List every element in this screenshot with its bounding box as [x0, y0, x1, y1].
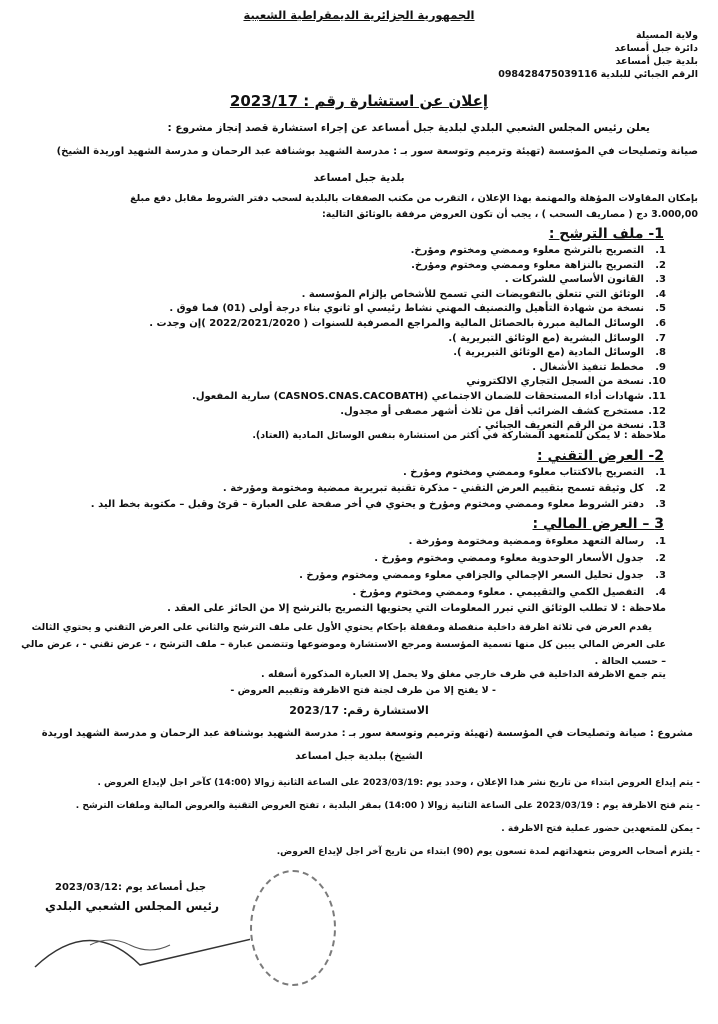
section-heading-technical: 2- العرض التقني :: [536, 448, 664, 464]
list-item: [149, 317, 666, 331]
list-item: [302, 288, 666, 302]
envelopes-line: على العرض المالي يبين كل منها تسمية المؤسسة ومرجع الاستشارة وموضوعها وتتضمن عبارة – ملف الترشح ، - عرض تقني - ، عرض مالي: [21, 639, 666, 650]
paragraph-line: بإمكان المقاولات المؤهلة والمهتمة بهذا الإعلان ، التقرب من مكتب الصفقات بالبلدية لسحب دفتر الشروط مقابل دفع مبلغ: [130, 193, 698, 204]
list-item: [448, 332, 666, 346]
list-item: [352, 586, 666, 600]
project-line: مشروع : صيانة وتصليحات في المؤسسة (تهيئة وترميم وتوسعة سور بـ : مدرسة الشهيد بوشنافة عبد الرحمان و مدرسة الشهيد اوريدة: [41, 728, 693, 739]
item-number: 10.: [648, 376, 666, 388]
list-item: [411, 259, 666, 273]
item-text: نسخة من شهادة التأهيل والتصنيف المهني نشاط رئيسي او ثانوي بناء درجة أولى (01) فما فوق .: [169, 303, 644, 315]
item-number: 8.: [655, 347, 666, 359]
wilaya: ولاية المسيلة: [636, 30, 698, 41]
section3-note: ملاحظة : لا تطلب الوثائق التي تبرر المعلومات التي يحتويها التصريح بالترشح إلا من الحائز على العقد .: [167, 603, 666, 614]
project-line: الشيخ) ببلدية جبل امساعد: [295, 751, 423, 762]
item-text: التصريح بالنزاهة معلوء وممضي ومختوم ومؤرخ.: [411, 259, 644, 271]
item-number: 4.: [655, 288, 666, 300]
item-text: نسخة من السجل التجاري الالكتروني: [466, 376, 644, 388]
item-number: 2.: [655, 483, 666, 494]
section-heading-candidature: 1- ملف الترشح :: [548, 226, 664, 242]
baladia: بلدية جبل أمساعد: [615, 56, 698, 67]
item-text: جدول الأسعار الوحدوية معلوء وممضي ومختوم ومؤرخ .: [374, 553, 644, 564]
item-text: نسخة من الرقم التعريف الجبائي .: [477, 420, 644, 432]
item-text: الوثائق التي تتعلق بالتفويضات التي تسمح للأشخاص بإلزام المؤسسة .: [301, 288, 644, 300]
list-item: [453, 346, 666, 360]
item-number: 11.: [648, 391, 666, 402]
item-text: رسالة التعهد معلوءة وممضية ومختومة ومؤرخة .: [408, 536, 644, 547]
list-item: [403, 466, 666, 480]
list-item: [505, 273, 666, 287]
item-text: كل وثيقة تسمح بتقييم العرض التقني - مذكرة تقنية تبريرية ممضية ومختومة ومؤرخة .: [222, 483, 644, 494]
envelopes-line: يقدم العرض في ثلاثة اظرفة داخلية منفصلة ومقفلة بإحكام يحتوي الأول على ملف الترشح والثاني على العرض التقني و يحتوي الثالث: [31, 622, 652, 633]
item-text: الوسائل المادية (مع الوثائق التبريرية ).: [453, 347, 644, 359]
list-item: [223, 482, 666, 496]
item-number: 2.: [655, 259, 666, 271]
list-item: [192, 390, 666, 404]
list-item: [532, 361, 666, 375]
intro-text: يعلن رئيس المجلس الشعبي البلدي لبلدية جبل أمساعد عن إجراء استشارة قصد إنجاز مشروع :: [167, 122, 650, 134]
list-item: [409, 535, 666, 549]
item-text: التفصيل الكمي والتقييمي . معلوء وممضي ومختوم ومؤرخ .: [352, 587, 644, 598]
envelopes-line: - لا يفتح إلا من طرف لجنة فتح الاظرفة وتقييم العروض -: [230, 685, 496, 696]
item-number: 3.: [655, 499, 666, 510]
item-number: 9.: [655, 361, 666, 373]
project-title: صيانة وتصليحات في المؤسسة (تهيئة وترميم وتوسعة سور بـ : مدرسة الشهيد بوشنافة عبد الرحمان و مدرسة الشهيد اوريدة الشيخ): [56, 146, 698, 157]
list-item: [374, 552, 666, 566]
envelopes-line: – حسب الحالة .: [594, 656, 666, 667]
item-text: دفتر الشروط معلوء وممضي ومختوم ومؤرخ و يحتوي في أخر صفحة على العبارة – قرئ وقبل – مكتوبة بخط اليد .: [90, 499, 644, 510]
daira: دائرة جبل أمساعد: [614, 43, 698, 54]
item-text: مخطط تنفيذ الأشغال .: [532, 361, 644, 373]
item-text: مستخرج كشف الضرائب أقل من ثلاث أشهر مصفى أو مجدول.: [340, 405, 644, 417]
signatory-title: رئيس المجلس الشعبي البلدي: [45, 899, 219, 913]
signature-mark: [30, 915, 250, 975]
item-number: 13.: [648, 420, 666, 432]
bullet-validity: - يلتزم أصحاب العروض بتعهداتهم لمدة تسعون يوم (90) ابتداء من تاريخ آخر اجل لإيداع العروض.: [276, 847, 700, 857]
bullet-deposit: - يتم إيداع العروض ابتداء من تاريخ نشر هذا الإعلان ، وحدد يوم :2023/03/19 على الساعة الثانية زوالا (14:00) كآخر اجل لإيداع العروض .: [97, 778, 700, 788]
item-text: القانون الأساسي للشركات .: [504, 274, 644, 286]
item-number: 6.: [655, 318, 666, 329]
list-item: [299, 569, 666, 583]
item-number: 12.: [648, 405, 666, 417]
item-number: 2.: [655, 553, 666, 564]
official-stamp: [250, 870, 336, 986]
list-item: [91, 498, 666, 512]
item-number: 1.: [655, 536, 666, 547]
project-place: بلدية جبل امساعد: [313, 172, 405, 184]
item-number: 5.: [655, 303, 666, 315]
item-text: التصريح بالترشح معلوء وممضي ومختوم ومؤرخ.: [410, 245, 644, 256]
item-number: 1.: [655, 467, 666, 478]
item-text: الوسائل البشرية (مع الوثائق التبريرية ).: [448, 332, 644, 344]
list-item: [340, 405, 666, 419]
page-title: إعلان عن استشارة رقم : 2023/17: [229, 92, 489, 110]
item-text: الوسائل المالية مبررة بالحصائل المالية والمراجع المصرفية للسنوات ( 2022/2021/2020 )إن وجدت .: [149, 318, 644, 329]
tax-id: الرقم الجبائي للبلدية 098428475039116: [498, 69, 698, 80]
item-text: التصريح بالاكتتاب معلوء وممضي ومختوم ومؤرخ .: [402, 467, 644, 478]
item-number: 4.: [655, 587, 666, 598]
section-heading-financial: 3 – العرض المالي :: [532, 516, 664, 532]
republic-header: الجمهورية الجزائرية الديمقراطية الشعبية: [243, 8, 475, 22]
item-number: 3.: [655, 274, 666, 286]
list-item: [169, 302, 666, 316]
bullet-attendance: - يمكن للمتعهدين حضور عملية فتح الاظرفة .: [501, 824, 700, 834]
list-item: [466, 375, 666, 389]
item-number: 7.: [655, 332, 666, 344]
section1-note: ملاحظة : لا يمكن للمتعهد المشاركة في أكثر من استشارة بنفس الوسائل المادية (العتاد).: [252, 430, 666, 441]
signoff-date: جبل أمساعد يوم :2023/03/12: [55, 882, 207, 893]
list-item: [411, 244, 666, 258]
paragraph-line: 3.000,00 دج ( مصاريف السحب ) ، يجب أن تكون العروض مرفقة بالوثائق التالية:: [321, 209, 698, 220]
item-number: 3.: [655, 570, 666, 581]
consult-reference: الاستشارة رقم: 2023/17: [289, 704, 429, 717]
item-text: جدول تحليل السعر الإجمالي والجزافي معلوء وممضي ومختوم ومؤرخ .: [299, 570, 644, 581]
bullet-opening: - يتم فتح الاظرفة يوم : 2023/03/19 على الساعة الثانية زوالا ( 14:00) بمقر البلدية ، تفتح العروض التقنية والعروض المالية وملفات الترشح .: [75, 801, 700, 811]
item-number: 1.: [655, 245, 666, 256]
item-text: شهادات أداء المستحقات للضمان الاجتماعي (CASNOS.CNAS.CACOBATH) سارية المفعول.: [192, 391, 644, 402]
envelopes-line: يتم جمع الاظرفة الداخلية في ظرف خارجي مغلق ولا يحمل إلا العبارة المذكورة أسفله .: [261, 669, 666, 680]
